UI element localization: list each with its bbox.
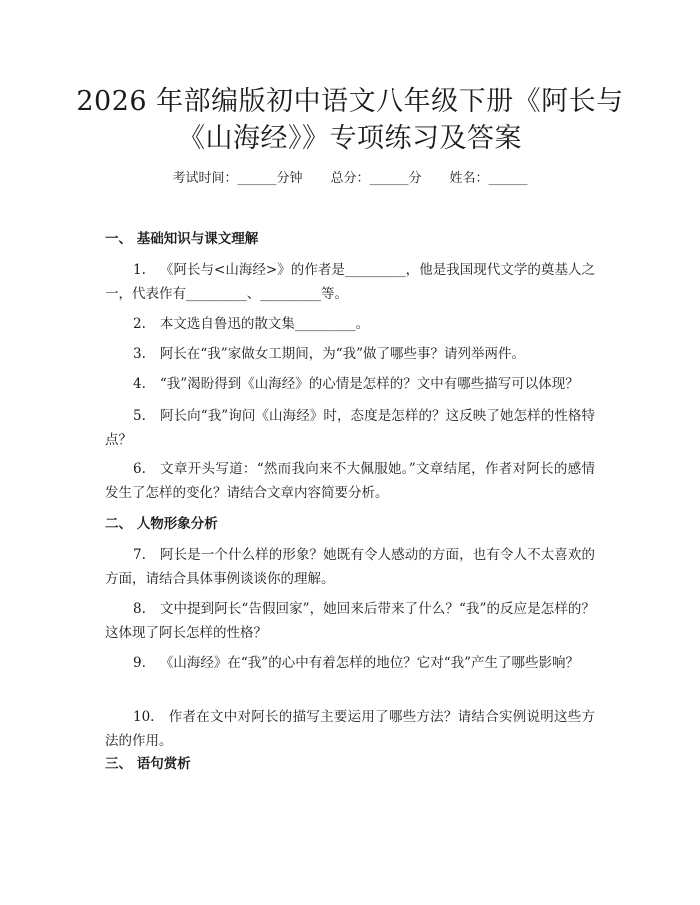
question-item [105,404,595,452]
total-score-label: 总分：______分 [330,171,422,186]
section-heading: 三、 语句赏析 [105,756,191,772]
question-item [105,543,595,591]
document-title-line-1: 2026 年部编版初中语文八年级下册《阿长与 [76,86,624,117]
question-number: 5. [133,408,146,424]
question-text: 作者在文中对阿长的描写主要运用了哪些方法？请结合实例说明这些方法的作用。 [105,709,595,749]
document-title-line-2: 《山海经》》专项练习及答案 [178,123,522,154]
exam-time-label: 考试时间：______分钟 [172,171,303,186]
question-text: 本文选自鲁迅的散文集_________。 [159,316,370,332]
question-item [105,258,595,306]
question-item [105,372,595,396]
section-heading: 一、 基础知识与课文理解 [105,231,259,247]
question-text: “我”渴盼得到《山海经》的心情是怎样的？文中有哪些描写可以体现？ [159,376,579,392]
question-item [105,342,595,366]
question-text: 阿长是一个什么样的形象？她既有令人感动的方面，也有令人不太喜欢的方面，请结合具体事例谈谈你的理解。 [105,547,595,587]
question-number: 2. [133,316,146,332]
question-text: 文章开头写道：“然而我向来不大佩服她。”文章结尾，作者对阿长的感情发生了怎样的变化？请结合文章内容简要分析。 [105,461,595,501]
question-item [105,457,595,505]
student-name-label: 姓名：______ [449,171,528,186]
question-item [105,651,595,675]
question-number: 1. [133,262,146,278]
question-number: 10. [133,709,155,725]
question-text: 文中提到阿长“告假回家”，她回来后带来了什么？“我”的反应是怎样的？这体现了阿长怎样的性格？ [105,601,595,641]
exam-meta-line [0,170,700,188]
question-item [105,597,595,645]
question-number: 6. [133,461,146,477]
question-number: 4. [133,376,146,392]
question-number: 9. [133,655,146,671]
question-item [105,312,595,336]
question-number: 7. [133,547,146,563]
question-number: 3. [133,346,146,362]
question-text: 阿长向“我”询问《山海经》时，态度是怎样的？这反映了她怎样的性格特点？ [105,408,595,448]
question-item [105,705,595,753]
question-text: 《山海经》在“我”的心中有着怎样的地位？它对“我”产生了哪些影响？ [159,655,579,671]
question-text: 《阿长与<山海经>》的作者是_________，他是我国现代文学的奠基人之一，代表作有_________、_________等。 [105,262,595,302]
section-heading: 二、 人物形象分析 [105,516,218,532]
question-text: 阿长在“我”家做女工期间，为“我”做了哪些事？请列举两件。 [159,346,525,362]
question-number: 8. [133,601,146,617]
